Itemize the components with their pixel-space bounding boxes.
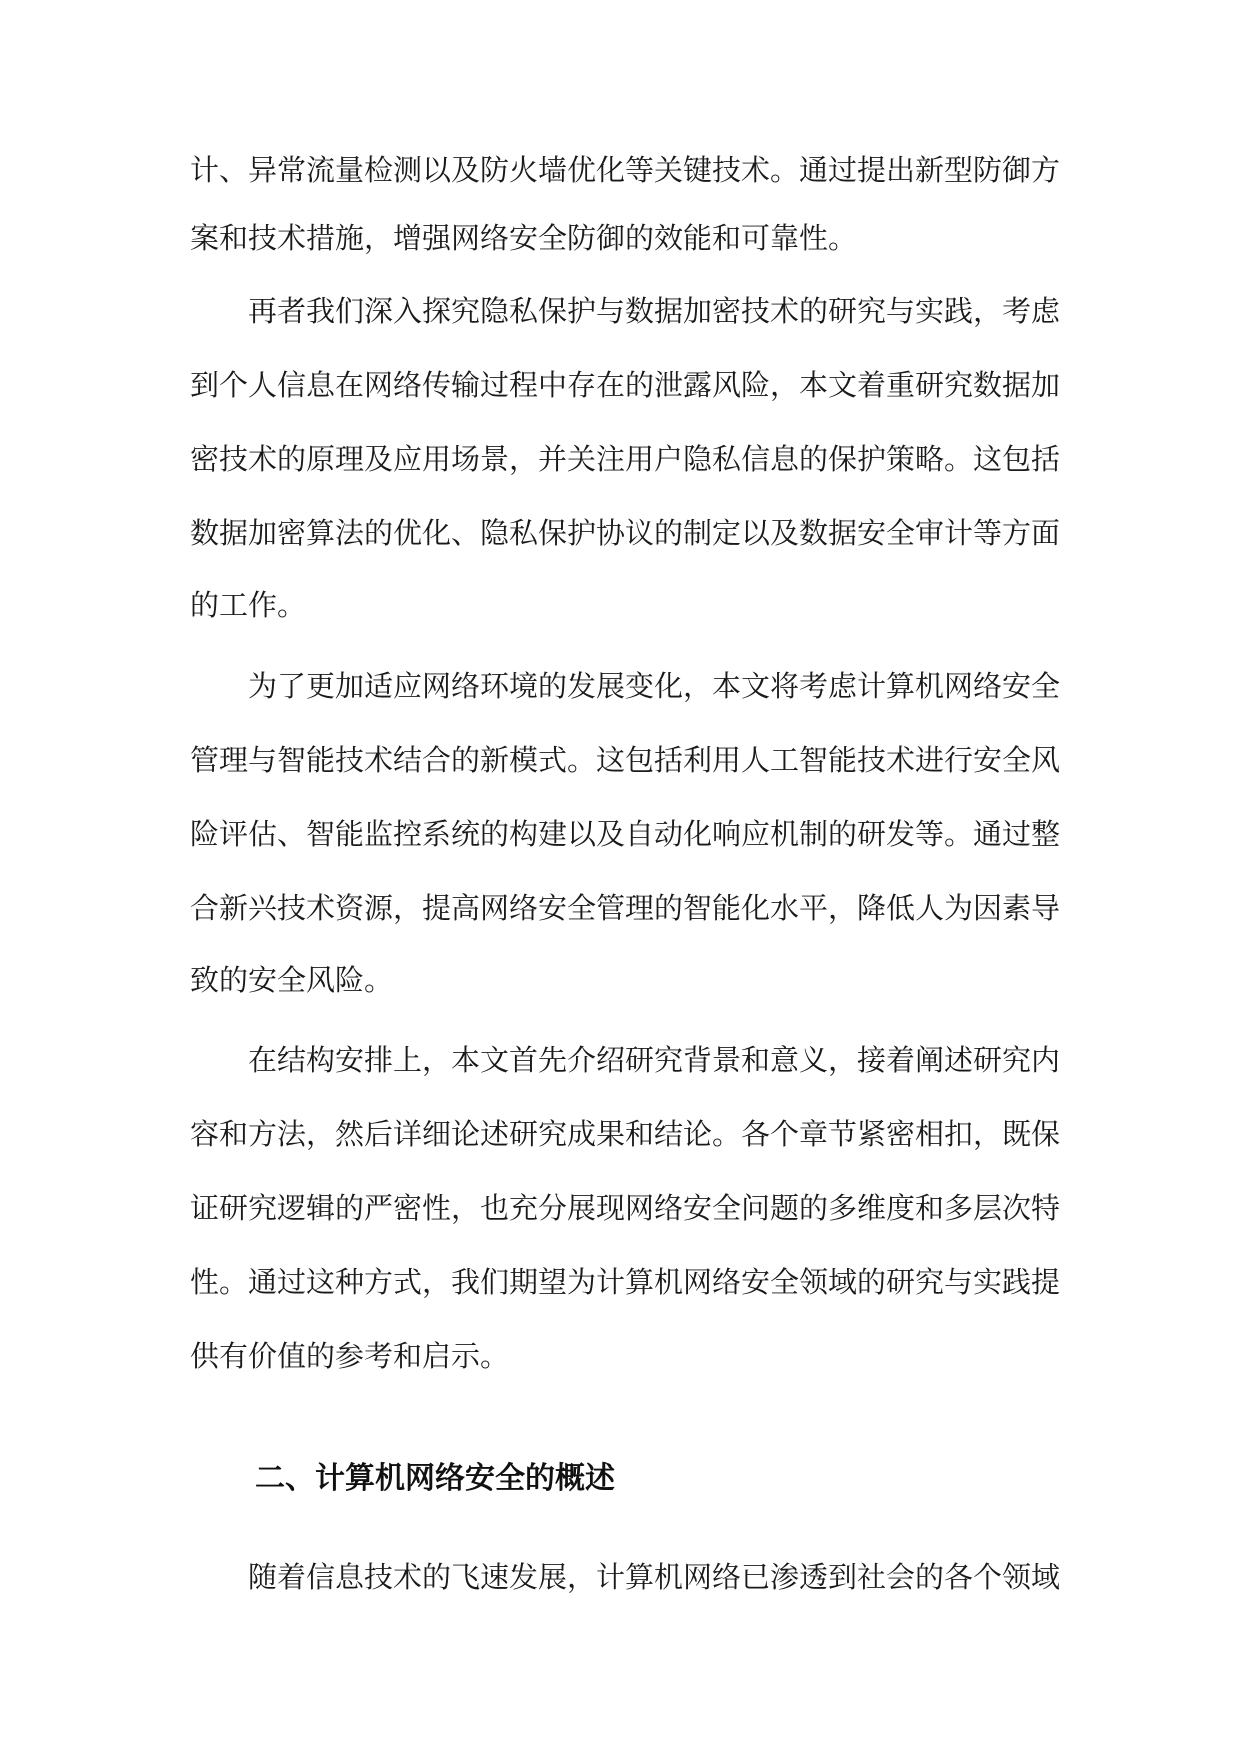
text-line: 到个人信息在网络传输过程中存在的泄露风险，本文着重研究数据加 — [190, 368, 1061, 402]
text-line: 险评估、智能监控系统的构建以及自动化响应机制的研发等。通过整 — [190, 817, 1061, 851]
text-line: 密技术的原理及应用场景，并关注用户隐私信息的保护策略。这包括 — [190, 442, 1061, 476]
text-line: 合新兴技术资源，提高网络安全管理的智能化水平，降低人为因素导 — [190, 891, 1061, 925]
text-line: 的工作。 — [190, 588, 307, 622]
text-line: 在结构安排上，本文首先介绍研究背景和意义，接着阐述研究内 — [248, 1043, 1061, 1077]
text-line: 计、异常流量检测以及防火墙优化等关键技术。通过提出新型防御方 — [190, 153, 1061, 187]
text-line: 容和方法，然后详细论述研究成果和结论。各个章节紧密相扣，既保 — [190, 1117, 1061, 1151]
text-line: 致的安全风险。 — [190, 963, 394, 997]
text-line: 供有价值的参考和启示。 — [190, 1339, 510, 1373]
text-line: 随着信息技术的飞速发展，计算机网络已渗透到社会的各个领域 — [248, 1560, 1061, 1594]
text-line: 再者我们深入探究隐私保护与数据加密技术的研究与实践，考虑 — [248, 294, 1061, 328]
text-line: 数据加密算法的优化、隐私保护协议的制定以及数据安全审计等方面 — [190, 516, 1061, 550]
text-line: 为了更加适应网络环境的发展变化，本文将考虑计算机网络安全 — [248, 669, 1061, 703]
text-line: 证研究逻辑的严密性，也充分展现网络安全问题的多维度和多层次特 — [190, 1191, 1061, 1225]
section-heading: 二、计算机网络安全的概述 — [255, 1461, 615, 1496]
text-line: 性。通过这种方式，我们期望为计算机网络安全领域的研究与实践提 — [190, 1265, 1061, 1299]
text-line: 案和技术措施，增强网络安全防御的效能和可靠性。 — [190, 221, 858, 255]
text-line: 管理与智能技术结合的新模式。这包括利用人工智能技术进行安全风 — [190, 743, 1061, 777]
